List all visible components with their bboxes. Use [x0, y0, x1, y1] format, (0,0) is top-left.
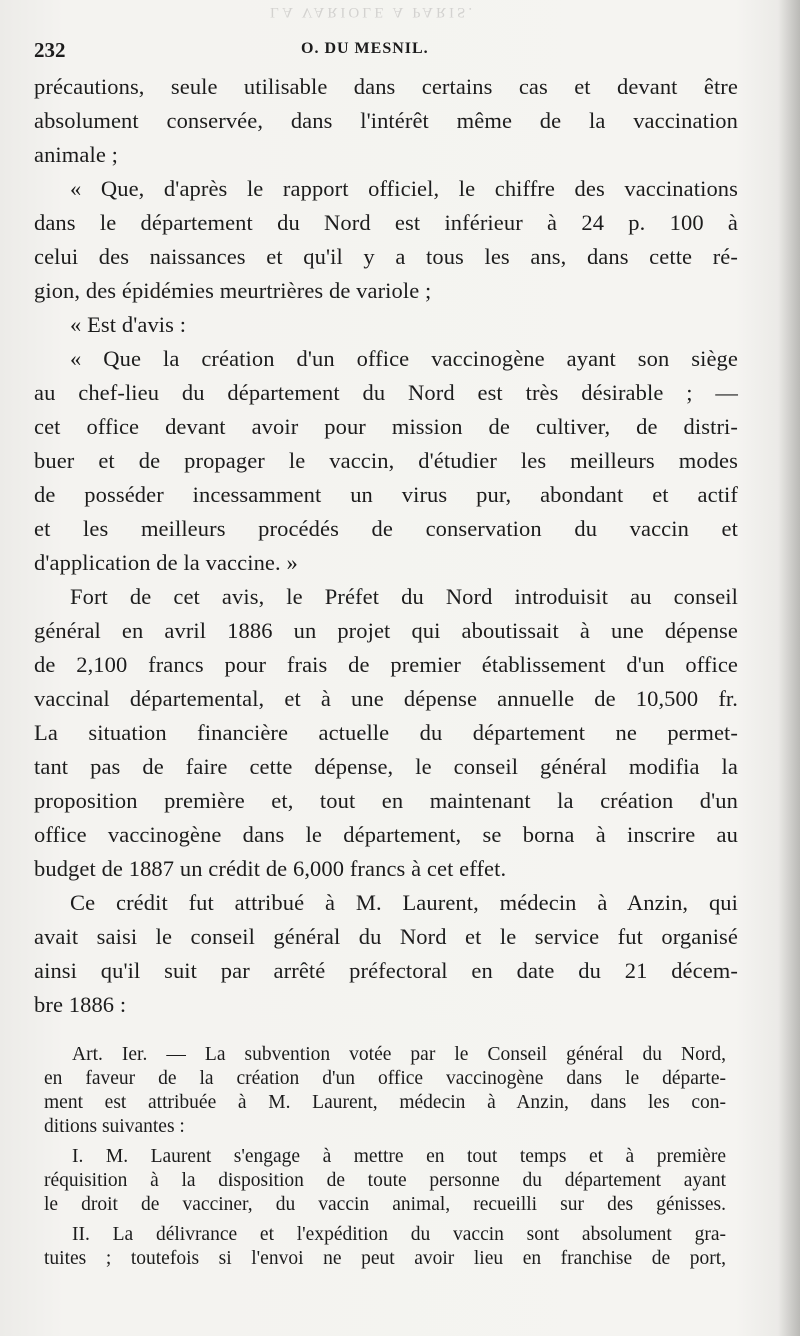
page-edge-shadow: [778, 0, 800, 1336]
text-line: proposition première et, tout en maintenant la création d'un: [34, 788, 738, 813]
text-line: « Est d'avis :: [70, 312, 187, 337]
text-line: celui des naissances et qu'il y a tous les ans, dans cette ré-: [34, 244, 738, 269]
page-number: 232: [34, 38, 66, 62]
running-head: O. DU MESNIL.: [301, 40, 429, 57]
text-line: tant pas de faire cette dépense, le conseil général modifia la: [34, 754, 738, 779]
decree-line: le droit de vacciner, du vaccin animal, recueilli sur des génisses.: [44, 1194, 726, 1215]
main-text: [34, 70, 738, 1022]
text-line: La situation financière actuelle du département ne permet-: [34, 720, 738, 745]
text-line: avait saisi le conseil général du Nord et le service fut organisé: [34, 924, 738, 949]
decree-text: [44, 1043, 726, 1271]
decree-line: I. M. Laurent s'engage à mettre en tout temps et à première: [72, 1146, 726, 1167]
decree-line: réquisition à la disposition de toute personne du département ayant: [44, 1170, 726, 1191]
text-line: ainsi qu'il suit par arrêté préfectoral en date du 21 décem-: [34, 958, 738, 983]
text-line: de posséder incessamment un virus pur, abondant et actif: [34, 482, 738, 507]
text-line: « Que, d'après le rapport officiel, le chiffre des vaccinations: [70, 176, 738, 201]
text-line: « Que la création d'un office vaccinogène ayant son siège: [70, 346, 738, 371]
text-line: précautions, seule utilisable dans certains cas et devant être: [34, 74, 738, 99]
decree-line: en faveur de la création d'un office vaccinogène dans le départe-: [44, 1068, 726, 1089]
text-line: budget de 1887 un crédit de 6,000 francs à cet effet.: [34, 856, 507, 881]
text-line: dans le département du Nord est inférieur à 24 p. 100 à: [34, 210, 738, 235]
text-line: de 2,100 francs pour frais de premier établissement d'un office: [34, 652, 738, 677]
page-header: [34, 38, 738, 66]
decree-line: ditions suivantes :: [44, 1116, 185, 1137]
text-line: Fort de cet avis, le Préfet du Nord introduisit au conseil: [70, 584, 738, 609]
text-line: cet office devant avoir pour mission de cultiver, de distri-: [34, 414, 738, 439]
text-line: absolument conservée, dans l'intérêt même de la vaccination: [34, 108, 738, 133]
show-through-text: LA VARIOLE A PARIS.: [270, 4, 476, 20]
text-line: buer et de propager le vaccin, d'étudier les meilleurs modes: [34, 448, 738, 473]
text-line: au chef-lieu du département du Nord est très désirable ; —: [34, 380, 738, 405]
decree-line: Art. Ier. — La subvention votée par le Conseil général du Nord,: [72, 1044, 726, 1065]
text-line: gion, des épidémies meurtrières de variole ;: [34, 278, 432, 303]
text-line: général en avril 1886 un projet qui aboutissait à une dépense: [34, 618, 738, 643]
text-line: animale ;: [34, 142, 118, 167]
text-line: Ce crédit fut attribué à M. Laurent, médecin à Anzin, qui: [70, 890, 738, 915]
text-line: bre 1886 :: [34, 992, 127, 1017]
text-line: et les meilleurs procédés de conservation du vaccin et: [34, 516, 738, 541]
decree-line: tuites ; toutefois si l'envoi ne peut avoir lieu en franchise de port,: [44, 1248, 726, 1269]
decree-line: II. La délivrance et l'expédition du vaccin sont absolument gra-: [72, 1224, 726, 1245]
text-line: d'application de la vaccine. »: [34, 550, 298, 575]
text-line: vaccinal départemental, et à une dépense annuelle de 10,500 fr.: [34, 686, 738, 711]
decree-line: ment est attribuée à M. Laurent, médecin à Anzin, dans les con-: [44, 1092, 726, 1113]
text-line: office vaccinogène dans le département, se borna à inscrire au: [34, 822, 738, 847]
